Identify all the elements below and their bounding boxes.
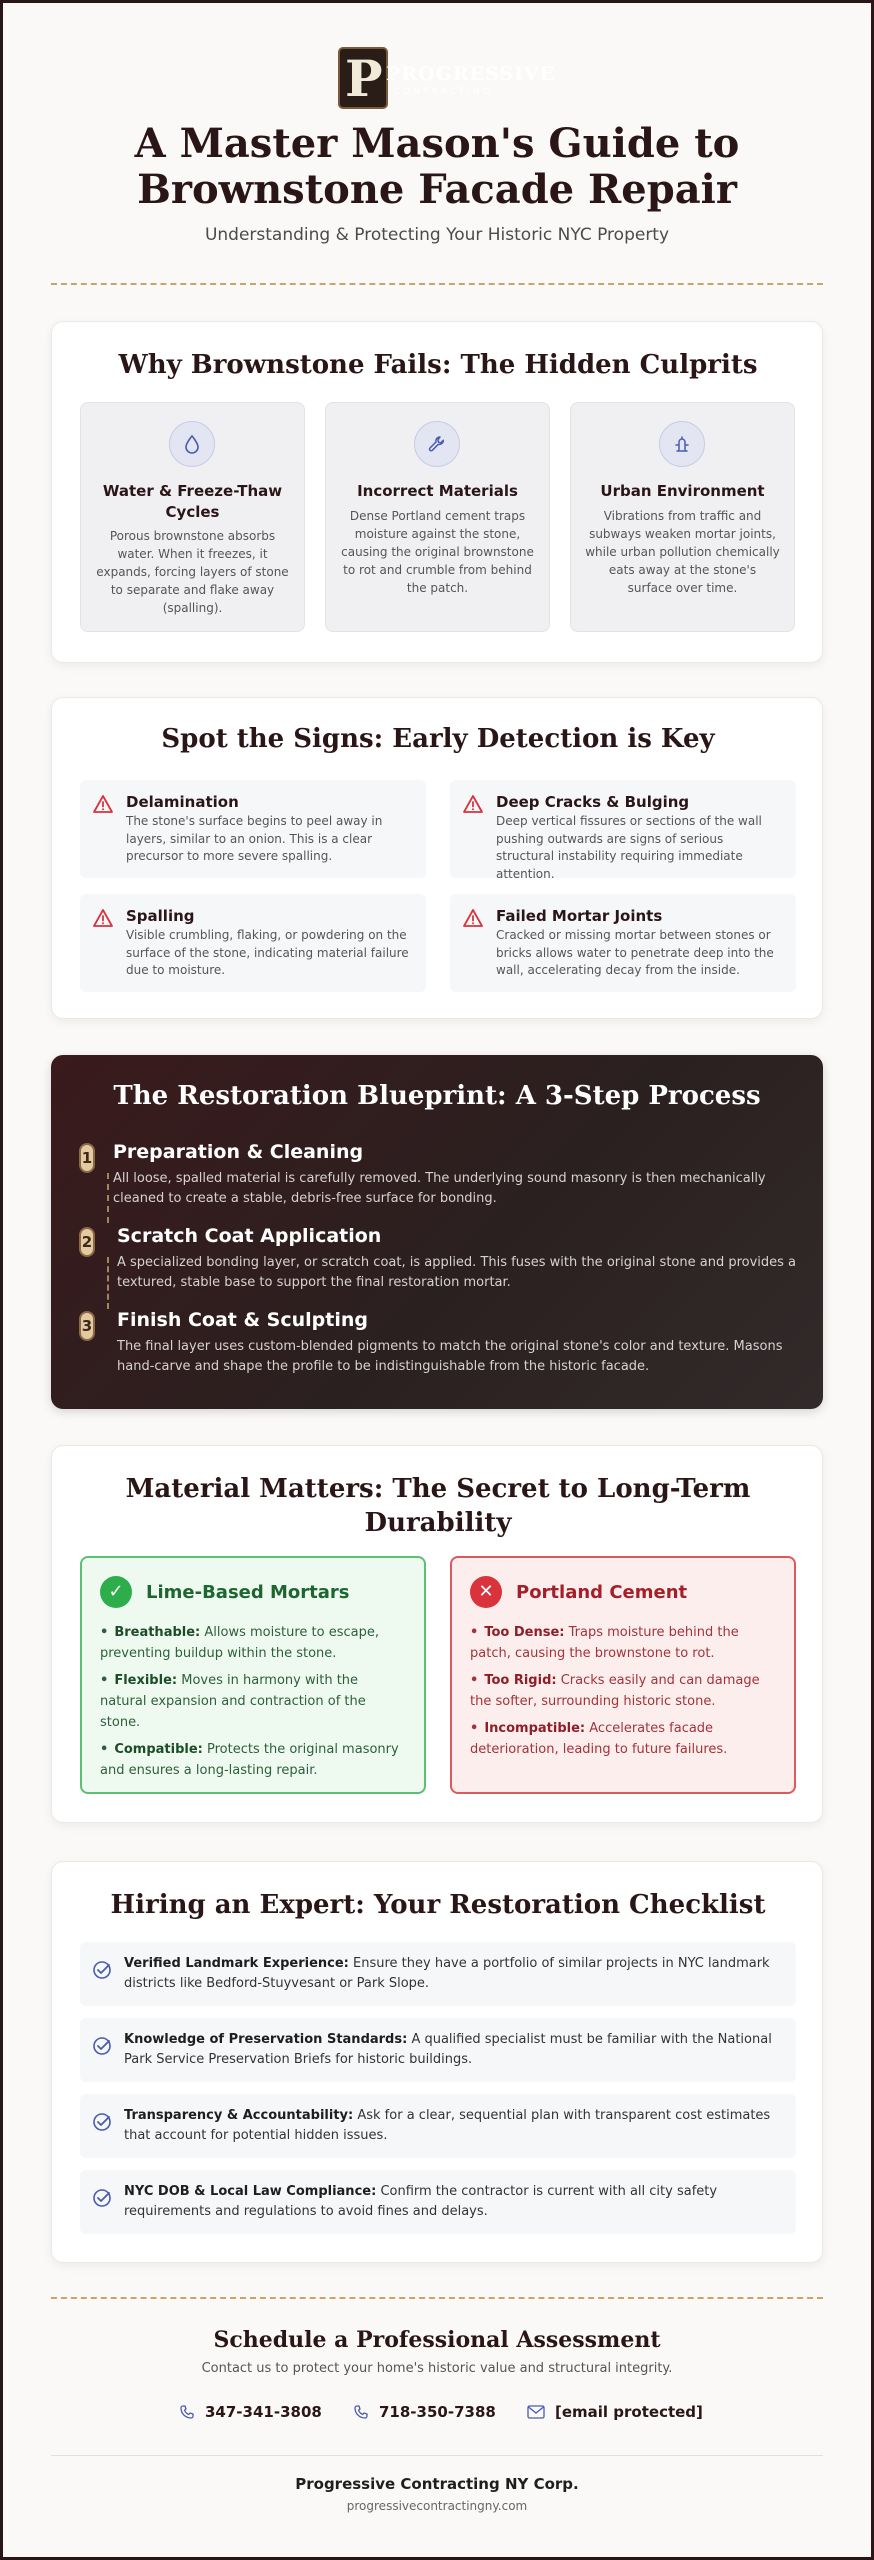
culprit-text: Porous brownstone absorbs water. When it freezes, it expands, forcing layers of stone to separate and flake away (spalling). [96, 529, 289, 615]
email-link[interactable] [527, 2403, 703, 2421]
step-number: 2 [79, 1227, 95, 1257]
checklist-term: NYC DOB & Local Law Compliance: [124, 2184, 377, 2199]
page-title [3, 121, 871, 213]
lime-mortar-list [100, 1622, 406, 1787]
checklist-text [124, 2182, 780, 2222]
step-title: Preparation & Cleaning [113, 1141, 364, 1163]
culprits-title: Why Brownstone Fails: The Hidden Culprits [118, 350, 758, 380]
step-text: The final layer uses custom-blended pigments to match the original stone's color and texture. Masons hand-carve and shape the profile to be indistinguishable from the historic facade. [117, 1339, 783, 1374]
checklist-item [80, 1942, 796, 2006]
checklist-term: Knowledge of Preservation Standards: [124, 2032, 408, 2047]
sign-title: Failed Mortar Joints [496, 907, 663, 925]
checklist-term: Transparency & Accountability: [124, 2108, 354, 2123]
signs-section [51, 697, 823, 1019]
logo-text: PROGRESSIVE [386, 63, 556, 85]
logo-letter: P [345, 49, 383, 108]
culprit-card [325, 402, 550, 632]
header-divider [51, 283, 823, 285]
culprits-section [51, 321, 823, 663]
checklist-desc: A qualified specialist must be familiar with the National Park Service Preservation Briefs for historic buildings. [124, 2032, 772, 2067]
culprit-card [570, 402, 795, 632]
warning-icon [92, 794, 114, 814]
item-text: Protects the original masonry and ensures a long-lasting repair. [100, 1742, 399, 1778]
warning-icon [462, 794, 484, 814]
sign-card [450, 894, 796, 992]
portland-cement-card [450, 1556, 796, 1794]
list-item: • Too Dense: Traps moisture behind the patch, causing the brownstone to rot. [470, 1625, 739, 1661]
page-subtitle: Understanding & Protecting Your Historic NYC Property [204, 225, 670, 245]
portland-cement-title: Portland Cement [516, 1582, 688, 1603]
sign-card [80, 780, 426, 878]
step-text: All loose, spalled material is carefully removed. The underlying sound masonry is then mechanically cleaned to create a stable, debris-free surface for bonding. [113, 1171, 766, 1206]
checklist-item [80, 2094, 796, 2158]
checklist-desc: Confirm the contractor is current with all city safety requirements and regulations to avoid fines and delays. [124, 2184, 718, 2219]
warning-icon [462, 908, 484, 928]
culprit-title: Incorrect Materials [357, 482, 518, 500]
step-text: A specialized bonding layer, or scratch coat, is applied. This fuses with the original stone and provides a textured, stable base to support the final restoration mortar. [117, 1255, 797, 1290]
culprit-text: Vibrations from traffic and subways weaken mortar joints, while urban pollution chemically eats away at the stone's surface over time. [585, 509, 780, 595]
logo-subtext: CONTRACTING [394, 87, 493, 97]
list-item: • Compatible: Protects the original masonry and ensures a long-lasting repair. [100, 1742, 399, 1778]
signs-title: Spot the Signs: Early Detection is Key [161, 724, 715, 754]
materials-title [52, 1472, 824, 1540]
title-line-1: A Master Mason's Guide to [134, 120, 740, 167]
step-connector [107, 1173, 109, 1223]
cta-subtitle: Contact us to protect your home's historic value and structural integrity. [201, 2361, 673, 2376]
culprit-card [80, 402, 305, 632]
checklist-desc: Ensure they have a portfolio of similar projects in NYC landmark districts like Bedford-Stuyvesant or Park Slope. [124, 1956, 770, 1991]
item-text: Allows moisture to escape, preventing buildup within the stone. [100, 1625, 379, 1661]
checklist-section [51, 1861, 823, 2263]
blueprint-title: The Restoration Blueprint: A 3-Step Process [113, 1081, 761, 1111]
materials-section [51, 1445, 823, 1823]
checklist-text [124, 2106, 780, 2146]
item-term: Flexible: [114, 1673, 178, 1688]
wrench-icon [414, 421, 460, 467]
step-connector [107, 1257, 109, 1309]
check-circle-icon [92, 2036, 112, 2056]
mail-icon [527, 2405, 545, 2419]
sign-title: Spalling [126, 907, 195, 925]
check-circle-icon [92, 2112, 112, 2132]
phone-icon [179, 2404, 195, 2420]
item-term: Too Rigid: [484, 1673, 557, 1688]
list-item: • Breathable: Allows moisture to escape, preventing buildup within the stone. [100, 1625, 379, 1661]
logo-mark [338, 47, 388, 109]
sign-card [450, 780, 796, 881]
item-term: Too Dense: [484, 1625, 565, 1640]
email-address: [email protected] [555, 2403, 703, 2421]
sign-card [80, 894, 426, 992]
sign-text: Cracked or missing mortar between stones or bricks allows water to penetrate deep into the wall, accelerating decay from the inside. [496, 928, 774, 977]
checkmark-icon: ✓ [100, 1576, 132, 1608]
phone-link-2[interactable] [353, 2403, 496, 2421]
step-title: Finish Coat & Sculpting [117, 1309, 368, 1331]
culprit-title: Urban Environment [600, 482, 765, 500]
item-term: Breathable: [114, 1625, 201, 1640]
sign-text: Visible crumbling, flaking, or powdering on the surface of the stone, indicating material failure due to moisture. [126, 928, 409, 977]
sign-text: The stone's surface begins to peel away in layers, similar to an onion. This is a clear precursor to more severe spalling. [126, 814, 383, 863]
x-icon: ✕ [470, 1576, 502, 1608]
checklist-text [124, 2030, 780, 2070]
culprit-title: Water & Freeze-Thaw Cycles [102, 482, 283, 521]
portland-cement-list [470, 1622, 776, 1766]
water-drop-icon [169, 421, 215, 467]
step-number: 3 [79, 1311, 95, 1341]
footer-divider [51, 2297, 823, 2299]
list-item: • Too Rigid: Cracks easily and can damage the softer, surrounding historic stone. [470, 1673, 760, 1709]
checklist-term: Verified Landmark Experience: [124, 1956, 349, 1971]
lime-mortar-card [80, 1556, 426, 1794]
footer-rule [51, 2455, 823, 2456]
list-item: • Incompatible: Accelerates facade deterioration, leading to future failures. [470, 1721, 728, 1757]
phone-number-1: 347-341-3808 [205, 2403, 322, 2421]
sign-text: Deep vertical fissures or sections of the wall pushing outwards are signs of serious structural instability requiring immediate attention. [496, 814, 762, 881]
check-circle-icon [92, 1960, 112, 1980]
item-term: Incompatible: [484, 1721, 586, 1736]
company-name: Progressive Contracting NY Corp. [295, 2475, 579, 2493]
checklist-item [80, 2018, 796, 2082]
check-circle-icon [92, 2188, 112, 2208]
list-item: • Flexible: Moves in harmony with the natural expansion and contraction of the stone. [100, 1673, 366, 1730]
website-link[interactable]: progressivecontractingny.com [346, 2499, 528, 2513]
checklist-desc: Ask for a clear, sequential plan with transparent cost estimates that account for potential hidden issues. [124, 2108, 771, 2143]
checklist-title: Hiring an Expert: Your Restoration Checklist [110, 1890, 766, 1920]
warning-icon [92, 908, 114, 928]
checklist-item [80, 2170, 796, 2234]
materials-title-line-2: Durability [364, 1508, 512, 1538]
lime-mortar-title: Lime-Based Mortars [146, 1582, 350, 1603]
phone-number-2: 718-350-7388 [379, 2403, 496, 2421]
step-title: Scratch Coat Application [117, 1225, 382, 1247]
sign-title: Deep Cracks & Bulging [496, 793, 690, 811]
company-logo [338, 47, 556, 113]
step-number: 1 [79, 1143, 95, 1173]
checklist-text [124, 1954, 780, 1994]
blueprint-section [51, 1055, 823, 1409]
item-text: Accelerates facade deterioration, leading to future failures. [470, 1721, 728, 1757]
item-text: Traps moisture behind the patch, causing the brownstone to rot. [470, 1625, 739, 1661]
phone-icon [353, 2404, 369, 2420]
item-text: Cracks easily and can damage the softer, surrounding historic stone. [470, 1673, 760, 1709]
phone-link-1[interactable] [179, 2403, 322, 2421]
materials-title-line-1: Material Matters: The Secret to Long-Term [125, 1474, 751, 1504]
sign-title: Delamination [126, 793, 239, 811]
fire-hydrant-icon [659, 421, 705, 467]
cta-title: Schedule a Professional Assessment [213, 2327, 661, 2353]
title-line-2: Brownstone Facade Repair [137, 166, 737, 213]
item-text: Moves in harmony with the natural expansion and contraction of the stone. [100, 1673, 366, 1730]
culprit-text: Dense Portland cement traps moisture against the stone, causing the original brownstone to rot and crumble from behind the patch. [341, 509, 534, 595]
item-term: Compatible: [114, 1742, 203, 1757]
